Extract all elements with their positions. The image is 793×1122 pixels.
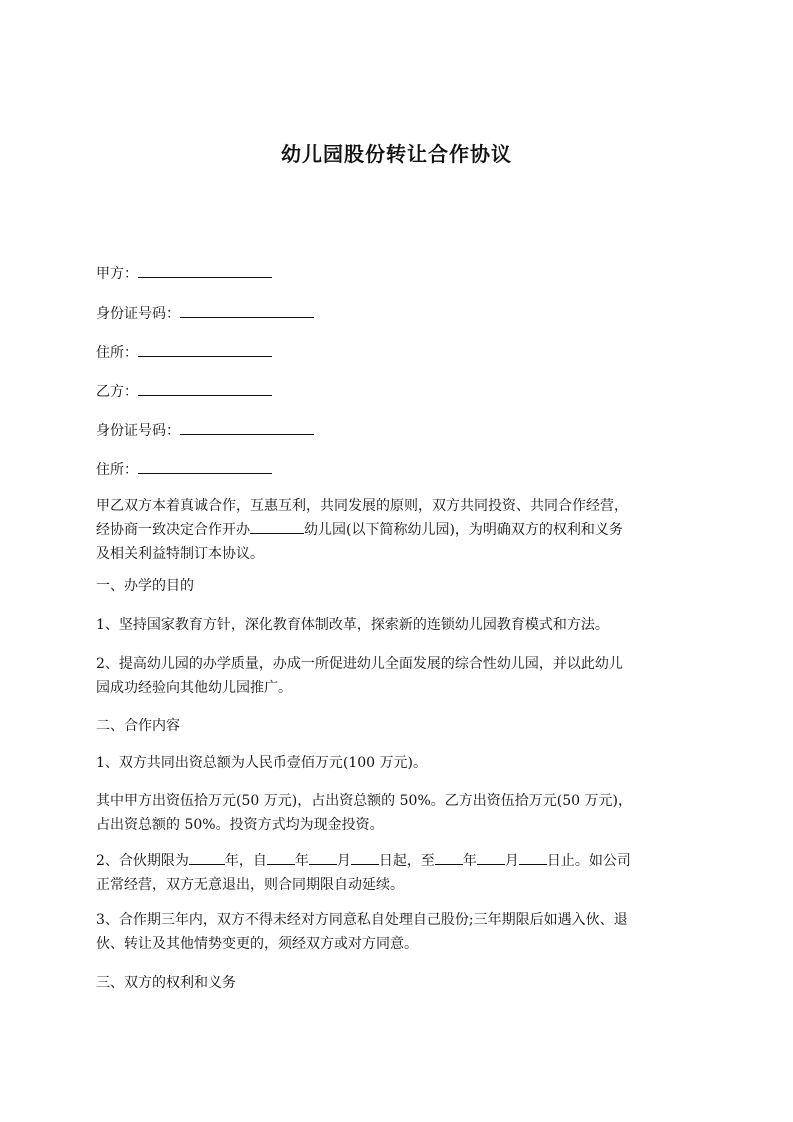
section-2-item-1-text: 1、双方共同出资总额为人民币壹佰万元(100 万元)。 <box>96 755 428 771</box>
section-2-heading: 二、合作内容 <box>96 718 180 734</box>
section-1-item-2 <box>96 652 708 700</box>
start-day-blank[interactable] <box>351 849 379 865</box>
party-a-address-field <box>96 341 272 363</box>
section-2-item-3-line-1: 3、合作期三年内，双方不得未经对方同意私自处理自己股份;三年期限后如遇入伙、退 <box>96 912 628 928</box>
party-a-address-blank[interactable] <box>138 341 272 357</box>
intro-line-3: 及相关利益特制订本协议。 <box>96 546 264 562</box>
party-a-id-blank[interactable] <box>180 302 314 318</box>
term-text-4: 月 <box>336 853 351 869</box>
party-a-id-label: 身份证号码： <box>96 306 180 322</box>
section-3-heading: 三、双方的权利和义务 <box>96 975 236 991</box>
section-1-item-2-line-1: 2、提高幼儿园的办学质量，办成一所促进幼儿全面发展的综合性幼儿园，并以此幼儿 <box>96 656 623 672</box>
party-a-label: 甲方： <box>96 266 138 282</box>
party-a-blank[interactable] <box>138 262 272 278</box>
party-b-label: 乙方： <box>96 384 138 400</box>
term-text-5: 日起，至 <box>378 853 435 869</box>
kindergarten-name-blank[interactable] <box>250 518 304 534</box>
end-month-blank[interactable] <box>477 849 505 865</box>
document-title: 幼儿园股份转让合作协议 <box>281 142 512 166</box>
section-2-item-1 <box>96 751 708 775</box>
section-2-detail-line-1: 其中甲方出资伍拾万元(50 万元)，占出资总额的 50%。乙方出资伍拾万元(50 万元)， <box>96 793 632 809</box>
term-text-1: 2、合伙期限为 <box>96 853 189 869</box>
section-1-item-1-text: 1、坚持国家教育方针，深化教育体制改革，探索新的连锁幼儿园教育模式和方法。 <box>96 617 609 633</box>
party-b-id-blank[interactable] <box>180 419 314 435</box>
section-2-item-3 <box>96 908 708 956</box>
party-a-field <box>96 262 272 284</box>
section-2-item-2-line-1 <box>96 849 708 873</box>
term-text-6: 年 <box>462 853 477 869</box>
section-2-item-2-line-2: 正常经营，双方无意退出，则合同期限自动延续。 <box>96 877 404 893</box>
term-text-7: 月 <box>504 853 519 869</box>
party-a-id-field <box>96 302 314 324</box>
section-1-item-1 <box>96 613 708 637</box>
start-year-blank[interactable] <box>267 849 295 865</box>
section-1-item-2-line-2: 园成功经验向其他幼儿园推广。 <box>96 680 292 696</box>
intro-paragraph <box>96 494 708 566</box>
intro-line-2 <box>96 518 708 542</box>
section-2-detail-line-2: 占出资总额的 50%。投资方式均为现金投资。 <box>96 817 384 833</box>
term-text-3: 年 <box>294 853 309 869</box>
party-b-id-field <box>96 419 314 441</box>
intro-line-1: 甲乙双方本着真诚合作，互惠互利，共同发展的原则，双方共同投资、共同合作经营， <box>96 498 628 514</box>
section-2-detail <box>96 789 708 837</box>
intro-line-2-end: 幼儿园(以下简称幼儿园)，为明确双方的权利和义务 <box>304 522 623 538</box>
party-b-address-blank[interactable] <box>138 458 272 474</box>
section-2-item-3-line-2: 伙、转让及其他情势变更的，须经双方或对方同意。 <box>96 936 418 952</box>
term-text-8: 日止。如公司 <box>546 853 631 869</box>
section-1-heading: 一、办学的目的 <box>96 578 194 594</box>
party-b-address-label: 住所： <box>96 462 138 478</box>
party-b-blank[interactable] <box>138 380 272 396</box>
party-b-field <box>96 380 272 402</box>
end-day-blank[interactable] <box>519 849 547 865</box>
end-year-blank[interactable] <box>435 849 463 865</box>
party-b-address-field <box>96 458 272 480</box>
party-a-address-label: 住所： <box>96 345 138 361</box>
intro-line-2-start: 经协商一致决定合作开办 <box>96 522 250 538</box>
party-b-id-label: 身份证号码： <box>96 423 180 439</box>
start-month-blank[interactable] <box>309 849 337 865</box>
term-years-blank[interactable] <box>189 849 225 865</box>
term-text-2: 年，自 <box>224 853 267 869</box>
section-2-item-2 <box>96 849 708 897</box>
